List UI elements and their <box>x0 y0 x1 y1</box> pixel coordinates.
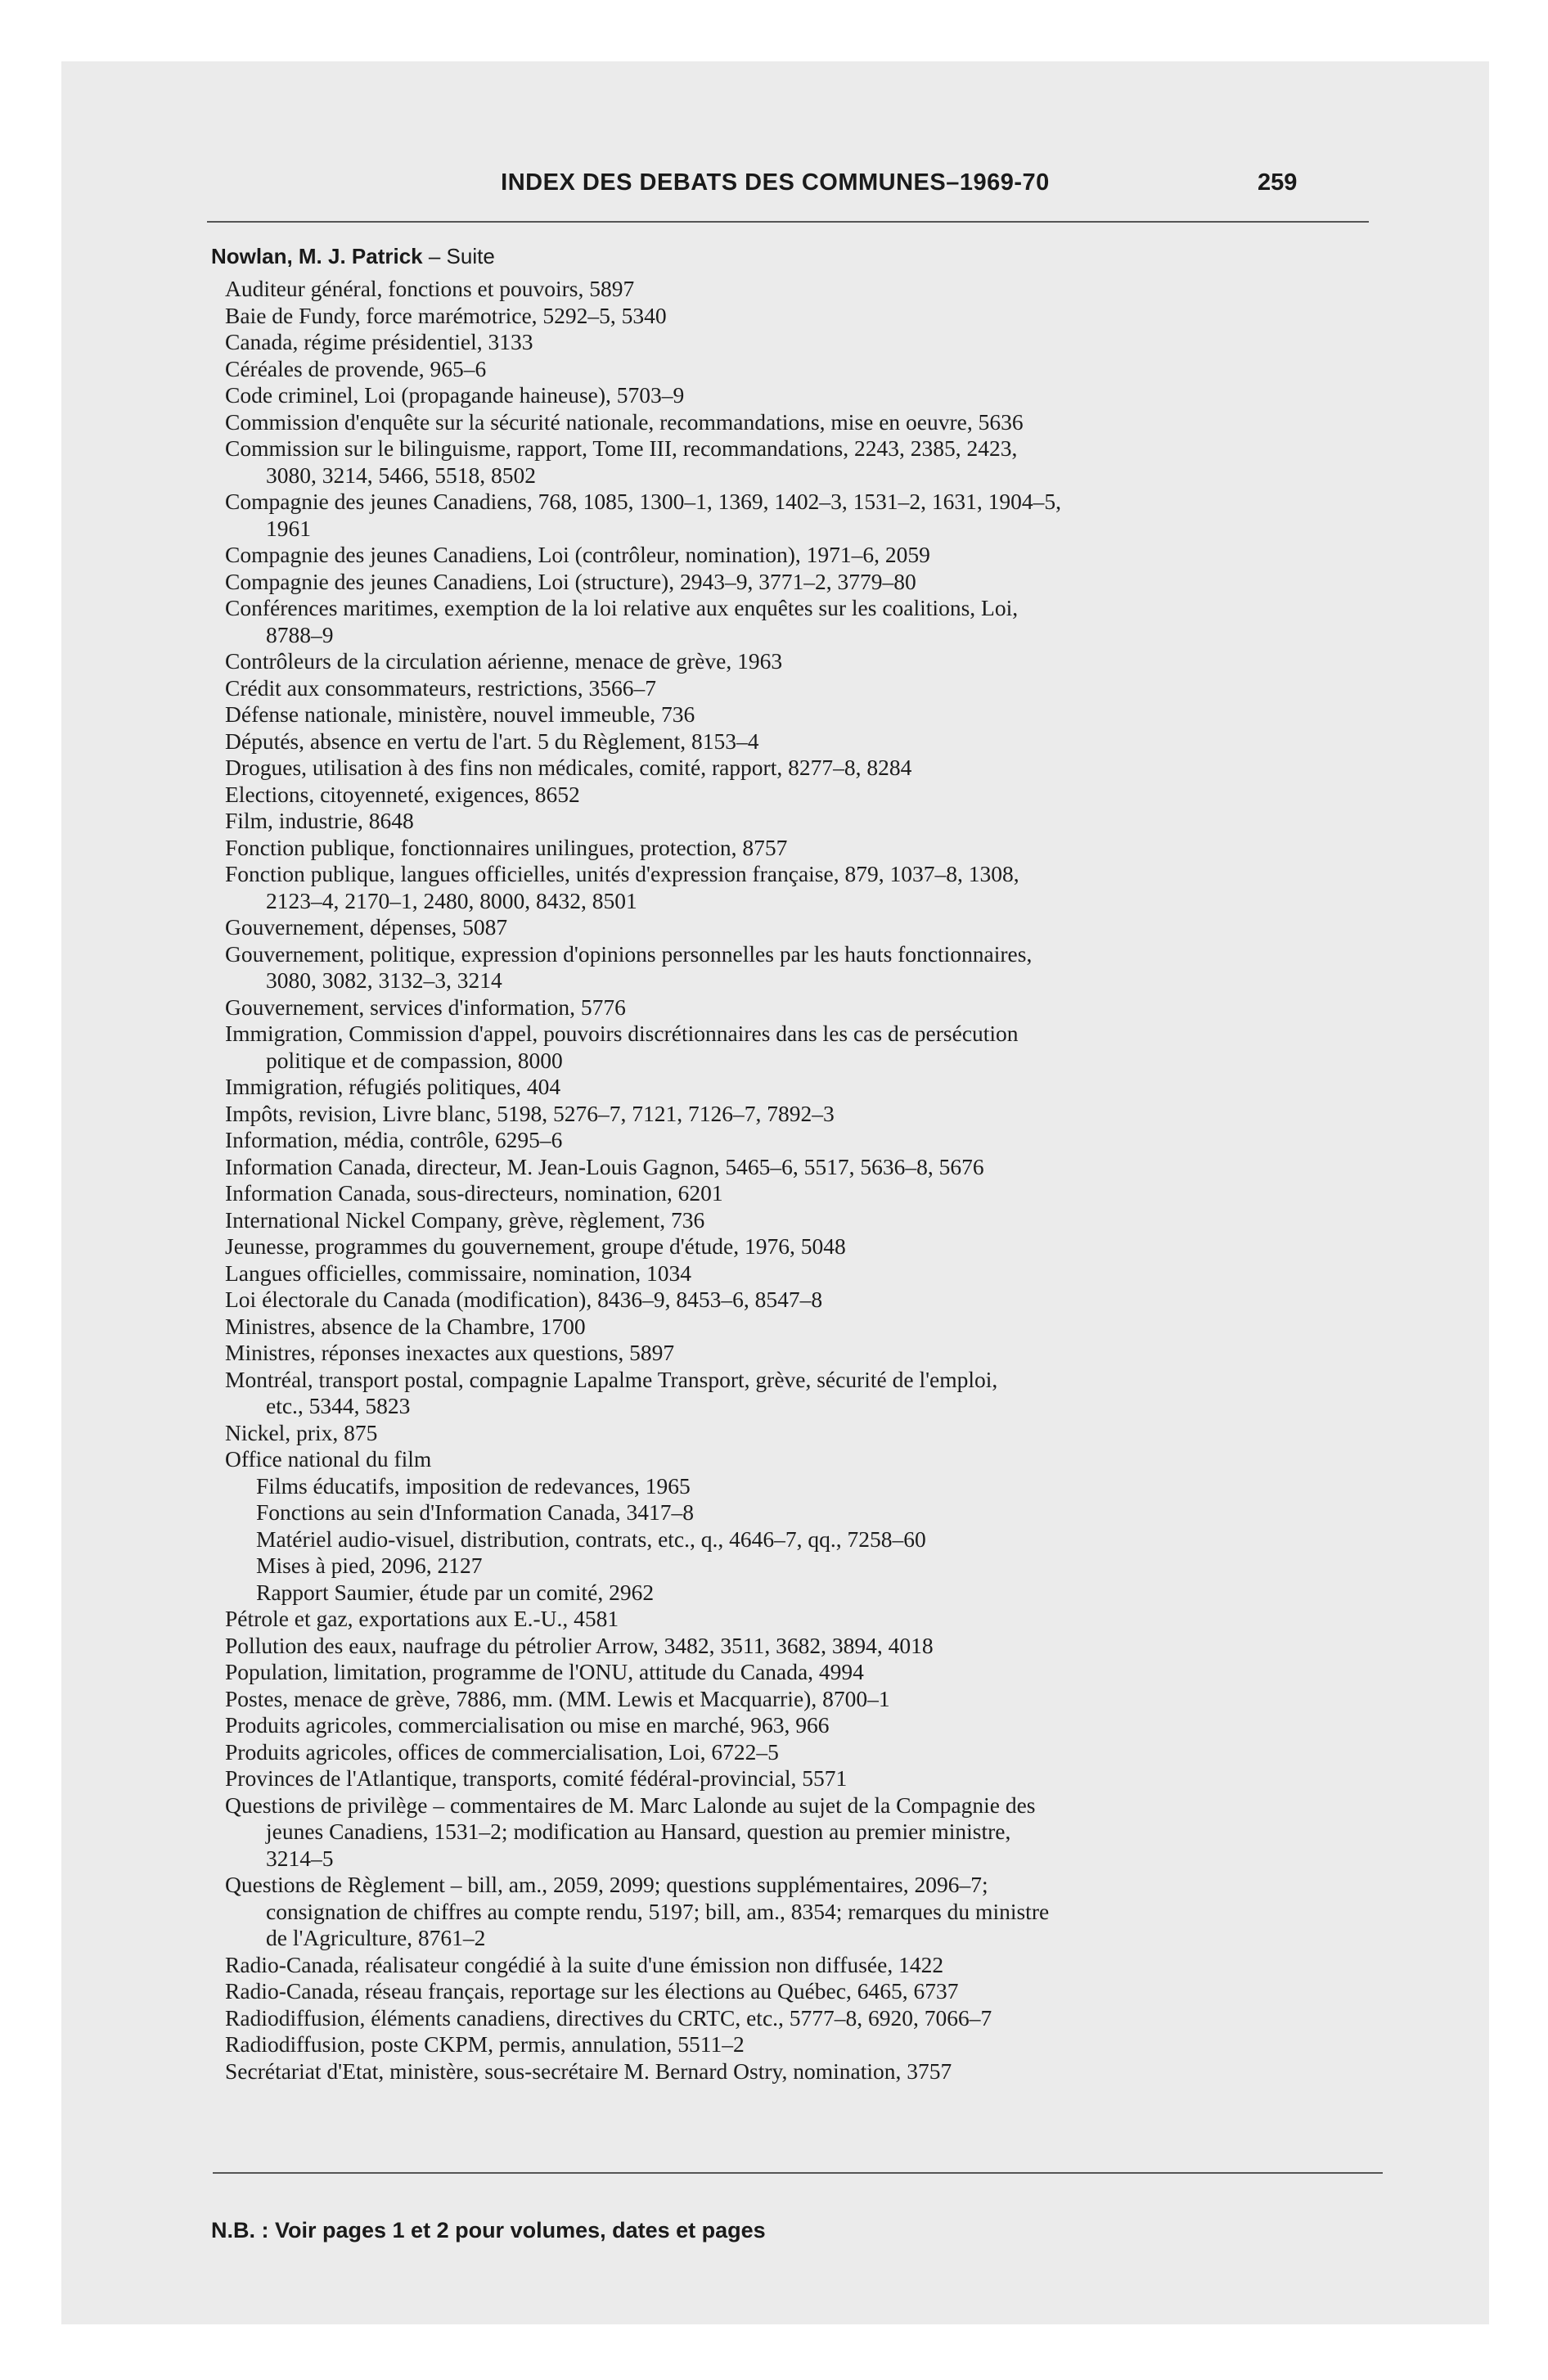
index-entry: Conférences maritimes, exemption de la loi relative aux enquêtes sur les coalitions, Loi, <box>225 595 1019 620</box>
index-entry-continuation: politique et de compassion, 8000 <box>266 1047 563 1073</box>
index-entry: Radiodiffusion, éléments canadiens, directives du CRTC, etc., 5777–8, 6920, 7066–7 <box>225 2004 992 2031</box>
index-entry-continuation: 3080, 3214, 5466, 5518, 8502 <box>266 462 536 488</box>
index-entry: Compagnie des jeunes Canadiens, 768, 1085, 1300–1, 1369, 1402–3, 1531–2, 1631, 1904–5, <box>225 489 1061 514</box>
index-entry-continuation: 3214–5 <box>266 1845 334 1871</box>
index-entry: Nickel, prix, 875 <box>225 1419 378 1445</box>
index-subentry: Films éducatifs, imposition de redevances, 1965 <box>256 1472 691 1499</box>
index-subentry: Fonctions au sein d'Information Canada, 3417–8 <box>256 1499 695 1525</box>
index-entry: Baie de Fundy, force marémotrice, 5292–5, 5340 <box>225 302 667 328</box>
index-entry: Gouvernement, politique, expression d'opinions personnelles par les hauts fonctionnaires, <box>225 940 1033 967</box>
index-entry: Crédit aux consommateurs, restrictions, 3566–7 <box>225 674 656 701</box>
index-entry: Canada, régime présidentiel, 3133 <box>225 329 533 354</box>
index-entry-continuation: 8788–9 <box>266 621 334 647</box>
index-entry-continuation: 2123–4, 2170–1, 2480, 8000, 8432, 8501 <box>266 887 637 913</box>
index-entry: Compagnie des jeunes Canadiens, Loi (contrôleur, nomination), 1971–6, 2059 <box>225 542 930 567</box>
index-entry: Ministres, réponses inexactes aux questions, 5897 <box>225 1340 675 1365</box>
index-entry: Céréales de provende, 965–6 <box>225 355 487 381</box>
index-entry: Questions de privilège – commentaires de M. Marc Lalonde au sujet de la Compagnie des <box>225 1792 1036 1818</box>
index-entry: Montréal, transport postal, compagnie Lapalme Transport, grève, sécurité de l'emploi, <box>225 1366 998 1392</box>
index-entry: Postes, menace de grève, 7886, mm. (MM. Lewis et Macquarrie), 8700–1 <box>225 1685 890 1711</box>
entry-heading-suffix: – Suite <box>422 244 495 268</box>
index-entry: Loi électorale du Canada (modification), 8436–9, 8453–6, 8547–8 <box>225 1287 823 1312</box>
index-entry: Jeunesse, programmes du gouvernement, groupe d'étude, 1976, 5048 <box>225 1233 846 1259</box>
index-entry: Code criminel, Loi (propagande haineuse), 5703–9 <box>225 382 685 408</box>
header-divider <box>207 221 1369 223</box>
index-entry: Pollution des eaux, naufrage du pétrolier Arrow, 3482, 3511, 3682, 3894, 4018 <box>225 1632 934 1658</box>
page-title: INDEX DES DEBATS DES COMMUNES–1969-70 <box>501 169 1050 196</box>
index-entry: Information Canada, sous-directeurs, nomination, 6201 <box>225 1180 723 1206</box>
index-entry-continuation: etc., 5344, 5823 <box>266 1393 411 1418</box>
index-entry: Contrôleurs de la circulation aérienne, menace de grève, 1963 <box>225 648 783 674</box>
index-entry: Information, média, contrôle, 6295–6 <box>225 1127 563 1152</box>
index-entry: Défense nationale, ministère, nouvel immeuble, 736 <box>225 701 695 727</box>
footnote: N.B. : Voir pages 1 et 2 pour volumes, dates et pages <box>211 2218 766 2243</box>
index-subentry: Mises à pied, 2096, 2127 <box>256 1553 483 1578</box>
index-entry: Commission d'enquête sur la sécurité nationale, recommandations, mise en oeuvre, 5636 <box>225 408 1024 435</box>
index-entry: Ministres, absence de la Chambre, 1700 <box>225 1313 586 1339</box>
index-entry: Commission sur le bilinguisme, rapport, Tome III, recommandations, 2243, 2385, 2423, <box>225 435 1018 461</box>
index-entry: Radiodiffusion, poste CKPM, permis, annulation, 5511–2 <box>225 2031 745 2057</box>
index-entry: Radio-Canada, réseau français, reportage sur les élections au Québec, 6465, 6737 <box>225 1978 959 2004</box>
index-entry: Film, industrie, 8648 <box>225 808 414 833</box>
index-subentry: Matériel audio-visuel, distribution, contrats, etc., q., 4646–7, qq., 7258–60 <box>256 1526 926 1552</box>
scanned-page <box>61 61 1489 2324</box>
index-entry: Questions de Règlement – bill, am., 2059, 2099; questions supplémentaires, 2096–7; <box>225 1872 988 1897</box>
index-entry: Pétrole et gaz, exportations aux E.-U., 4581 <box>225 1606 619 1631</box>
index-entry: Impôts, revision, Livre blanc, 5198, 5276–7, 7121, 7126–7, 7892–3 <box>225 1100 835 1126</box>
index-entry: Députés, absence en vertu de l'art. 5 du Règlement, 8153–4 <box>225 728 759 754</box>
index-entry: Fonction publique, langues officielles, unités d'expression française, 879, 1037–8, 1308, <box>225 861 1019 886</box>
index-entry: Drogues, utilisation à des fins non médicales, comité, rapport, 8277–8, 8284 <box>225 755 912 780</box>
index-entry: Langues officielles, commissaire, nomination, 1034 <box>225 1260 691 1286</box>
index-entry: Produits agricoles, commercialisation ou mise en marché, 963, 966 <box>225 1712 830 1738</box>
index-entry: Office national du film <box>225 1446 432 1472</box>
index-entries <box>225 276 1403 2085</box>
index-entry-continuation: jeunes Canadiens, 1531–2; modification au Hansard, question au premier ministre, <box>266 1819 1011 1844</box>
index-entry: Immigration, Commission d'appel, pouvoirs discrétionnaires dans les cas de persécution <box>225 1021 1019 1046</box>
index-entry-continuation: 1961 <box>266 515 311 541</box>
entry-heading <box>211 244 495 269</box>
index-entry: Auditeur général, fonctions et pouvoirs, 5897 <box>225 276 635 301</box>
index-entry-continuation: de l'Agriculture, 8761–2 <box>266 1925 486 1950</box>
page-number: 259 <box>1258 169 1298 196</box>
index-entry-continuation: consignation de chiffres au compte rendu, 5197; bill, am., 8354; remarques du ministre <box>266 1898 1050 1924</box>
index-entry: Provinces de l'Atlantique, transports, comité fédéral-provincial, 5571 <box>225 1765 848 1791</box>
index-entry: Gouvernement, dépenses, 5087 <box>225 914 508 940</box>
index-entry: Gouvernement, services d'information, 5776 <box>225 994 626 1020</box>
index-entry: Compagnie des jeunes Canadiens, Loi (structure), 2943–9, 3771–2, 3779–80 <box>225 568 916 594</box>
index-subentry: Rapport Saumier, étude par un comité, 2962 <box>256 1579 655 1605</box>
index-entry: International Nickel Company, grève, règlement, 736 <box>225 1206 705 1233</box>
footer-divider <box>213 2172 1383 2174</box>
index-entry: Radio-Canada, réalisateur congédié à la suite d'une émission non diffusée, 1422 <box>225 1951 944 1977</box>
index-entry: Secrétariat d'Etat, ministère, sous-secrétaire M. Bernard Ostry, nomination, 3757 <box>225 2058 952 2084</box>
index-entry: Immigration, réfugiés politiques, 404 <box>225 1074 561 1099</box>
index-entry: Information Canada, directeur, M. Jean-Louis Gagnon, 5465–6, 5517, 5636–8, 5676 <box>225 1153 984 1179</box>
page-header <box>61 169 1489 210</box>
entry-heading-name: Nowlan, M. J. Patrick <box>211 244 423 268</box>
index-entry: Population, limitation, programme de l'ONU, attitude du Canada, 4994 <box>225 1659 864 1684</box>
index-entry: Elections, citoyenneté, exigences, 8652 <box>225 781 580 807</box>
index-entry: Produits agricoles, offices de commercialisation, Loi, 6722–5 <box>225 1738 779 1765</box>
index-entry: Fonction publique, fonctionnaires unilingues, protection, 8757 <box>225 834 788 860</box>
index-entry-continuation: 3080, 3082, 3132–3, 3214 <box>266 967 502 993</box>
